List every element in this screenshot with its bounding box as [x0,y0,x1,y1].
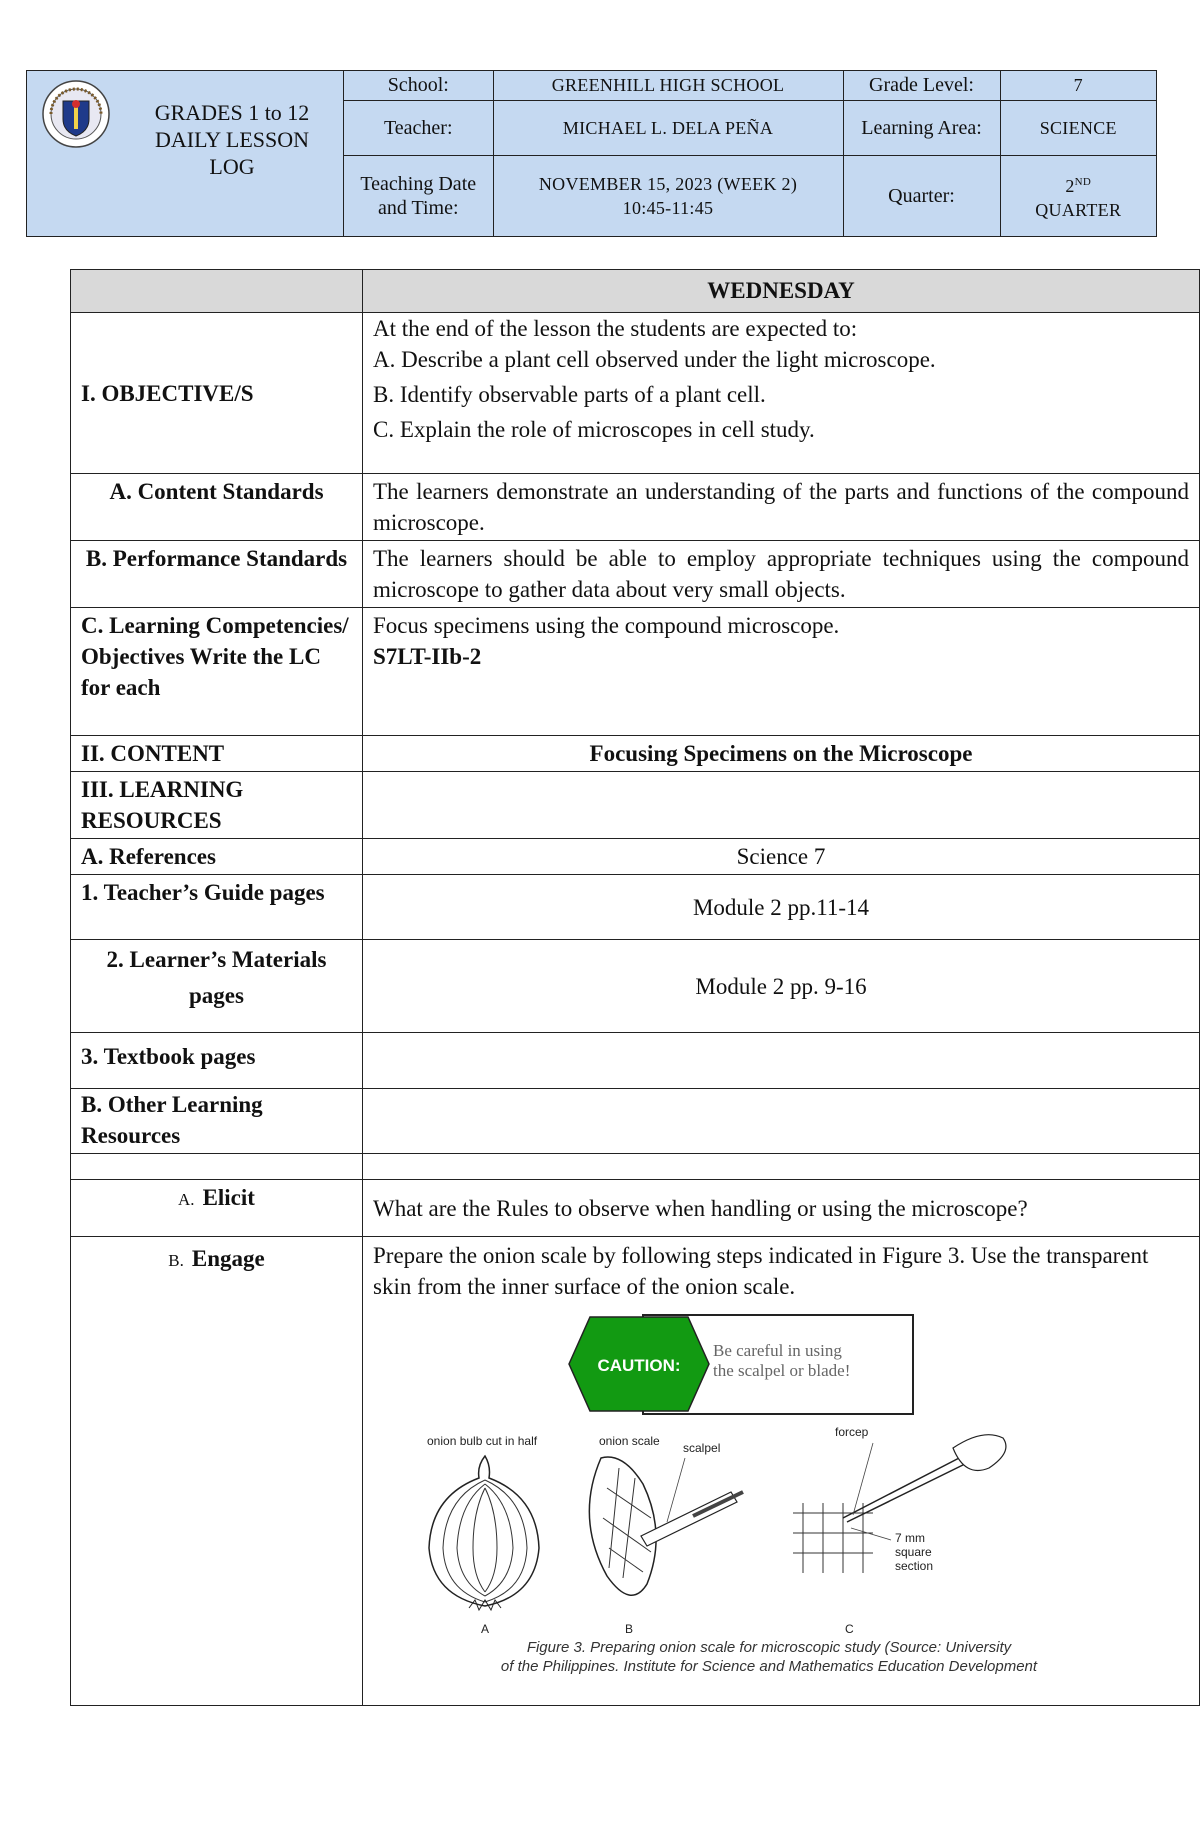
lesson-log-header [26,70,1157,237]
quarter-value [1000,155,1156,236]
content-label: II. CONTENT [71,736,363,772]
elicit-question: What are the Rules to observe when handling or using the microscope? [363,1180,1200,1237]
label-forcep: forcep [835,1425,869,1439]
textbook-label: 3. Textbook pages [71,1033,363,1089]
label-onion-bulb: onion bulb cut in half [427,1434,538,1448]
header-logo-cell [27,71,344,236]
header-title: GRADES 1 to 12 DAILY LESSON LOG [154,100,310,179]
content-standards-row [71,474,1200,541]
teachers-guide-row [71,875,1200,940]
elicit-letter: A. [178,1190,195,1209]
label-square-3: section [895,1559,934,1573]
teachers-guide-text: Module 2 pp.11-14 [363,875,1200,940]
learning-resources-blank [363,772,1200,839]
date-text: NOVEMBER 15, 2023 (WEEK 2) [538,173,798,194]
objective-c: C. Explain the role of microscopes in cell study. [373,417,815,442]
onion-figure [373,1308,1189,1703]
figure-caption-line-2: of the Philippines. Institute for Science and Mathematics Education Development [500,1658,1038,1675]
other-resources-label: B. Other Learning Resources [71,1089,363,1154]
learning-competencies-text: Focus specimens using the compound microscope. [373,613,840,638]
references-row [71,839,1200,875]
objectives-row [71,313,1200,474]
panel-a-label: A [481,1622,490,1636]
teacher-label: Teacher: [344,100,493,155]
school-label: School: [344,71,493,100]
onion-scale-illustration [589,1434,743,1636]
other-resources-row [71,1089,1200,1154]
learning-area-value: SCIENCE [1000,100,1156,155]
learners-materials-text: Module 2 pp. 9-16 [363,940,1200,1033]
learners-materials-row [71,940,1200,1033]
time-text: 10:45-11:45 [622,197,714,218]
content-row [71,736,1200,772]
content-topic: Focusing Specimens on the Microscope [363,736,1200,772]
engage-row [71,1237,1200,1706]
objectives-cell [363,313,1200,474]
learning-resources-label: III. LEARNING RESOURCES [71,772,363,839]
textbook-row [71,1033,1200,1089]
engage-label-cell [71,1237,363,1706]
performance-standards-label: B. Performance Standards [71,541,363,608]
content-standards-label: A. Content Standards [71,474,363,541]
deped-seal-icon [41,79,111,149]
header-info-grid [344,71,1156,236]
objectives-intro: At the end of the lesson the students are expected to: [373,316,858,341]
label-scalpel: scalpel [683,1441,721,1455]
spacer-left [71,1154,363,1180]
quarter-suffix: ND [1074,175,1092,188]
elicit-label: Elicit [202,1185,255,1210]
teacher-value: MICHAEL L. DELA PEÑA [493,100,843,155]
textbook-blank [363,1033,1200,1089]
figure-caption [389,1638,1149,1676]
quarter-label: Quarter: [843,155,1000,236]
content-standards-text: The learners demonstrate an understanding of the parts and functions of the compound microscope. [363,474,1200,541]
onion-bulb-illustration [427,1434,539,1636]
references-text: Science 7 [363,839,1200,875]
learning-resources-row [71,772,1200,839]
grade-level-label: Grade Level: [843,71,1000,100]
quarter-word: QUARTER [1035,199,1122,220]
teaching-date-label: Teaching Date and Time: [344,155,493,236]
panel-c-label: C [845,1622,854,1636]
performance-standards-text: The learners should be able to employ appropriate techniques using the compound microscope to gather data about very small objects. [363,541,1200,608]
school-value: GREENHILL HIGH SCHOOL [493,71,843,100]
learners-materials-label: 2. Learner’s Materials pages [71,940,363,1033]
panel-b-label: B [625,1622,634,1636]
label-square-2: square [895,1545,932,1559]
label-onion-scale: onion scale [599,1434,660,1448]
onion-figure-drawing [373,1308,1163,1638]
day-header-blank [71,270,363,313]
learning-area-label: Learning Area: [843,100,1000,155]
spacer-row [71,1154,1200,1180]
engage-label: Engage [191,1246,265,1271]
objective-b: B. Identify observable parts of a plant cell. [373,382,766,407]
engage-instructions: Prepare the onion scale by following steps indicated in Figure 3. Use the transparent skin from the inner surface of the onion scale. [373,1243,1149,1299]
lesson-plan-table [70,269,1200,1706]
teachers-guide-label: 1. Teacher’s Guide pages [71,875,363,940]
quarter-number: 2 [1065,175,1075,196]
elicit-row [71,1180,1200,1237]
performance-standards-row [71,541,1200,608]
learning-competencies-label: C. Learning Competencies/ Objectives Write the LC for each [71,608,363,736]
other-resources-blank [363,1089,1200,1154]
caution-line-1: Be careful in using [713,1341,842,1360]
figure-caption-line-1: Figure 3. Preparing onion scale for microscopic study (Source: University [526,1639,1012,1656]
forcep-illustration [793,1425,1006,1636]
elicit-label-cell [71,1180,363,1237]
label-square-1: 7 mm [895,1531,925,1545]
competency-code: S7LT-IIb-2 [373,644,482,669]
learning-competencies-cell [363,608,1200,736]
teaching-date-value [493,155,843,236]
caution-line-2: the scalpel or blade! [713,1361,851,1380]
grade-level-value: 7 [1000,71,1156,100]
caution-badge-text: CAUTION: [597,1356,681,1375]
engage-letter: B. [168,1251,184,1270]
day-header: WEDNESDAY [363,270,1200,313]
spacer-right [363,1154,1200,1180]
references-label: A. References [71,839,363,875]
objectives-label: I. OBJECTIVE/S [71,313,363,474]
learning-competencies-row [71,608,1200,736]
engage-cell [363,1237,1200,1706]
day-header-row [71,270,1200,313]
objective-a: A. Describe a plant cell observed under the light microscope. [373,347,936,372]
